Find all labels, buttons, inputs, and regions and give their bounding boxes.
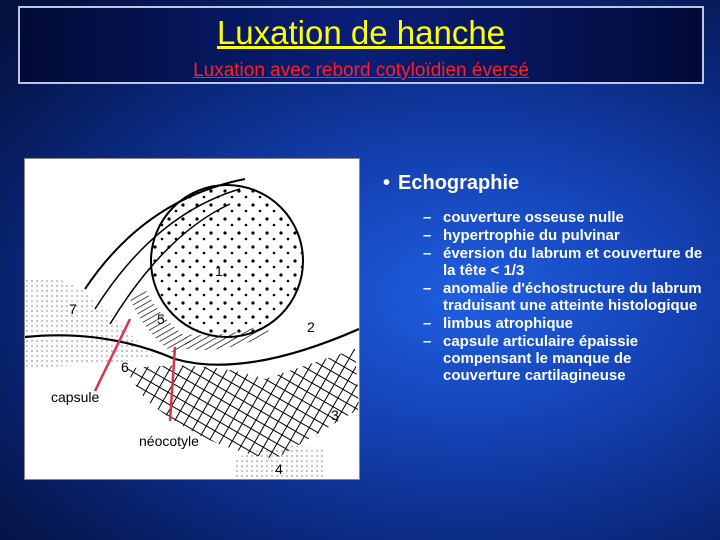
- dash-icon: –: [423, 280, 432, 297]
- slide-title: Luxation de hanche: [216, 14, 506, 51]
- dash-icon: –: [423, 227, 432, 244]
- list-item: – hypertrophie du pulvinar: [423, 227, 620, 244]
- list-item: – éversion du labrum et couverture de la tête < 1/3: [423, 245, 703, 279]
- bullet-list: [383, 172, 703, 385]
- label-neocotyle: néocotyle: [139, 433, 199, 449]
- dash-icon: –: [423, 209, 432, 226]
- label-7: 7: [69, 301, 77, 317]
- label-6: 6: [121, 359, 129, 375]
- list-item: – anomalie d'échostructure du labrum traduisant une atteinte histologique: [423, 280, 702, 314]
- hip-diagram: [24, 158, 360, 480]
- title-banner: [18, 6, 704, 84]
- main-bullet-label: Echographie: [398, 172, 520, 194]
- bullet-dot-icon: •: [383, 172, 391, 194]
- dash-icon: –: [423, 333, 432, 350]
- sub-bullet-list: [383, 209, 703, 384]
- slide-subtitle: Luxation avec rebord cotyloïdien éversé: [193, 60, 529, 81]
- label-2: 2: [307, 319, 315, 335]
- list-item: – couverture osseuse nulle: [423, 209, 624, 226]
- label-4: 4: [275, 461, 283, 477]
- label-3: 3: [331, 407, 339, 423]
- label-5: 5: [157, 311, 165, 327]
- list-item: – limbus atrophique: [423, 315, 574, 332]
- list-item: – capsule articulaire épaissie compensant le manque de couverture cartilagineuse: [423, 333, 639, 384]
- label-capsule: capsule: [51, 389, 100, 405]
- label-1: 1: [215, 263, 223, 279]
- dash-icon: –: [423, 245, 432, 262]
- main-bullet: [383, 172, 703, 195]
- dash-icon: –: [423, 315, 432, 332]
